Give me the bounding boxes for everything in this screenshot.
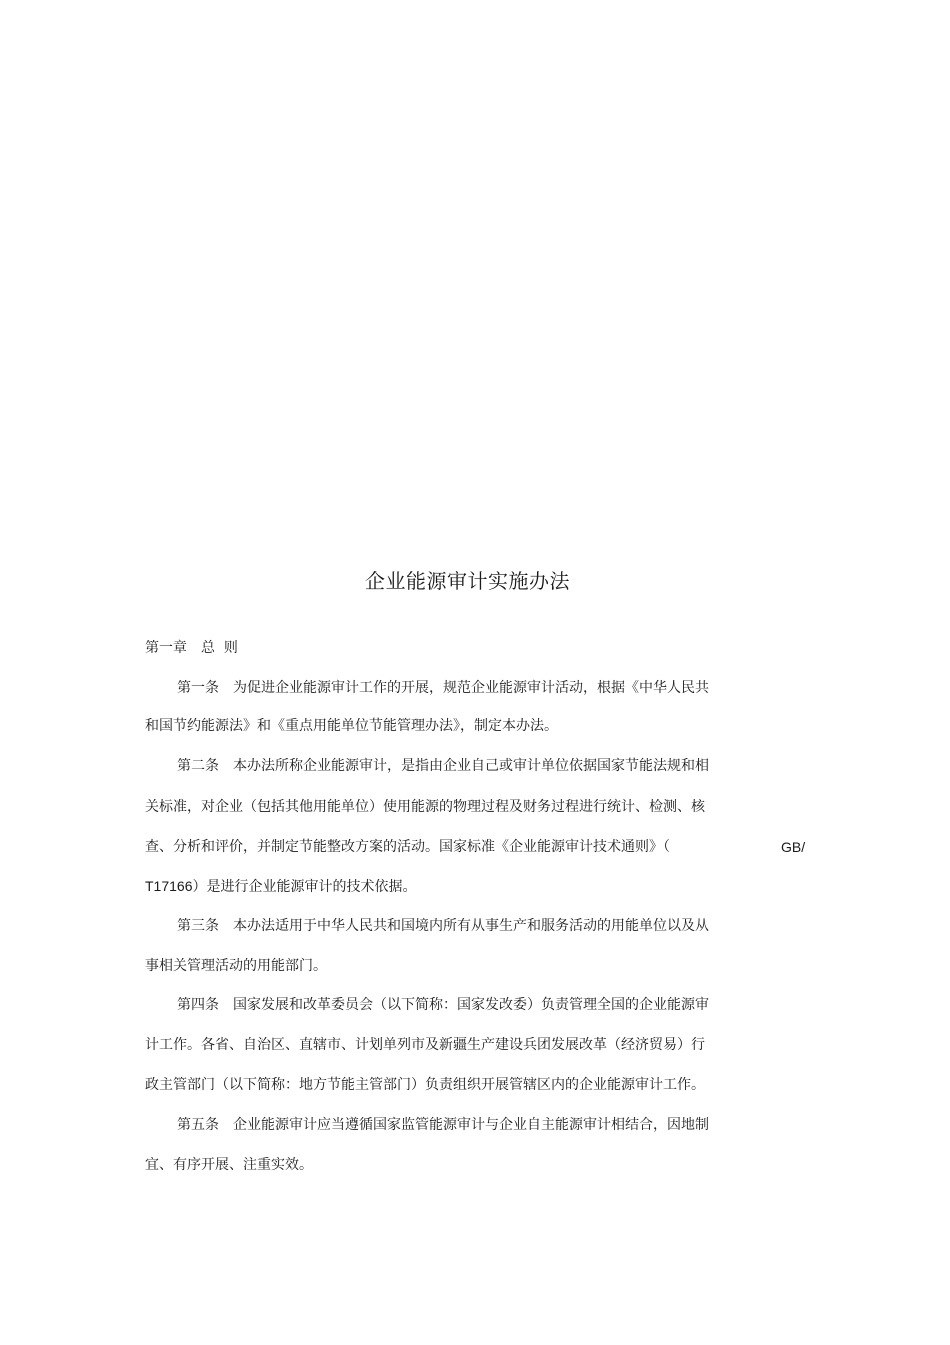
article-text: 国家发展和改革委员会（以下简称：国家发改委）负责管理全国的企业能源审 xyxy=(233,997,709,1013)
article-label: 第四条 xyxy=(177,997,219,1013)
article-text: 企业能源审计应当遵循国家监管能源审计与企业自主能源审计相结合，因地制 xyxy=(233,1117,709,1133)
article-text: 为促进企业能源审计工作的开展，规范企业能源审计活动，根据《中华人民共 xyxy=(233,680,709,696)
article-line: 政主管部门（以下简称：地方节能主管部门）负责组织开展管辖区内的企业能源审计工作。 xyxy=(145,1077,705,1093)
chapter-heading xyxy=(145,638,238,658)
article-line xyxy=(177,916,709,936)
article-label: 第一条 xyxy=(177,680,219,696)
article-text: 本办法适用于中华人民共和国境内所有从事生产和服务活动的用能单位以及从 xyxy=(233,918,709,934)
article-line: T17166）是进行企业能源审计的技术依据。 xyxy=(145,878,417,894)
article-line xyxy=(177,678,709,698)
article-label: 第三条 xyxy=(177,918,219,934)
standard-code-fragment: GB/ xyxy=(781,839,806,855)
article-line: 关标准，对企业（包括其他用能单位）使用能源的物理过程及财务过程进行统计、检测、核 xyxy=(145,799,705,815)
chapter-label: 第一章 xyxy=(145,640,187,656)
chapter-name: 总 则 xyxy=(201,640,238,656)
article-label: 第五条 xyxy=(177,1117,219,1133)
article-line xyxy=(177,756,709,776)
article-line: 计工作。各省、自治区、直辖市、计划单列市及新疆生产建设兵团发展改革（经济贸易）行 xyxy=(145,1037,705,1053)
article-label: 第二条 xyxy=(177,758,219,774)
article-line xyxy=(177,1115,709,1135)
article-line: 事相关管理活动的用能部门。 xyxy=(145,958,327,974)
article-line: 宜、有序开展、注重实效。 xyxy=(145,1157,313,1173)
article-text: 本办法所称企业能源审计，是指由企业自己或审计单位依据国家节能法规和相 xyxy=(233,758,709,774)
article-line xyxy=(177,995,709,1015)
document-title: 企业能源审计实施办法 xyxy=(365,569,570,593)
article-line: 和国节约能源法》和《重点用能单位节能管理办法》，制定本办法。 xyxy=(145,718,558,734)
article-line: 查、分析和评价，并制定节能整改方案的活动。国家标准《企业能源审计技术通则》（ xyxy=(145,839,670,855)
